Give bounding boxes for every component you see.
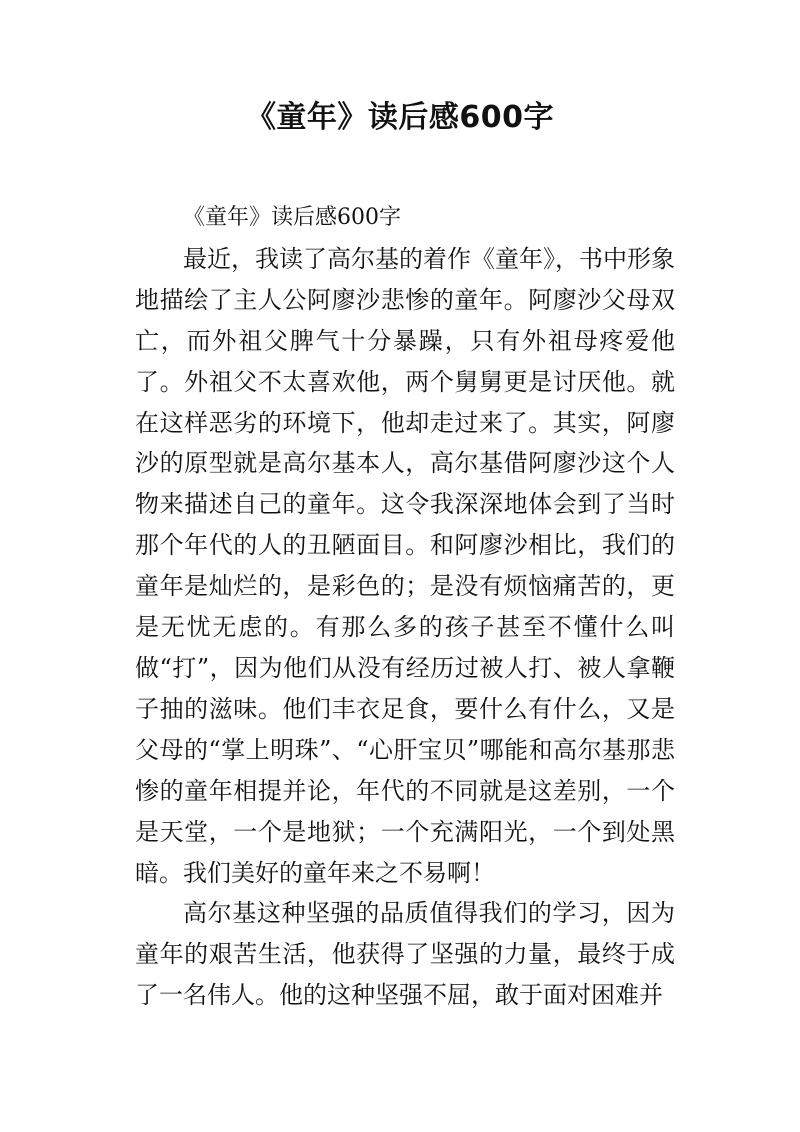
paragraph-2: 高尔基这种坚强的品质值得我们的学习，因为童年的艰苦生活，他获得了坚强的力量，最终于成了一名伟人。他的这种坚强不屈，敢于面对困难并	[135, 899, 675, 1010]
document-title: 《童年》读后感600字	[245, 100, 555, 135]
paragraph-1: 最近，我读了高尔基的着作《童年》，书中形象地描绘了主人公阿廖沙悲惨的童年。阿廖沙父母双亡，而外祖父脾气十分暴躁，只有外祖母疼爱他了。外祖父不太喜欢他，两个舅舅更是讨厌他。就在这样恶劣的环境下，他却走过来了。其实，阿廖沙的原型就是高尔基本人，高尔基借阿廖沙这个人物来描述自己的童年。这令我深深地体会到了当时那个年代的人的丑陋面目。和阿廖沙相比，我们的童年是灿烂的，是彩色的；是没有烦恼痛苦的，更是无忧无虑的。有那么多的孩子甚至不懂什么叫做“打”，因为他们从没有经历过被人打、被人拿鞭子抽的滋味。他们丰衣足食，要什么有什么，又是父母的“掌上明珠”、“心肝宝贝”哪能和高尔基那悲惨的童年相提并论，年代的不同就是这差别，一个是天堂，一个是地狱；一个充满阳光，一个到处黑暗。我们美好的童年来之不易啊！	[135, 244, 675, 887]
document-body	[135, 198, 675, 1016]
document-subtitle: 《童年》读后感600字	[183, 205, 401, 230]
